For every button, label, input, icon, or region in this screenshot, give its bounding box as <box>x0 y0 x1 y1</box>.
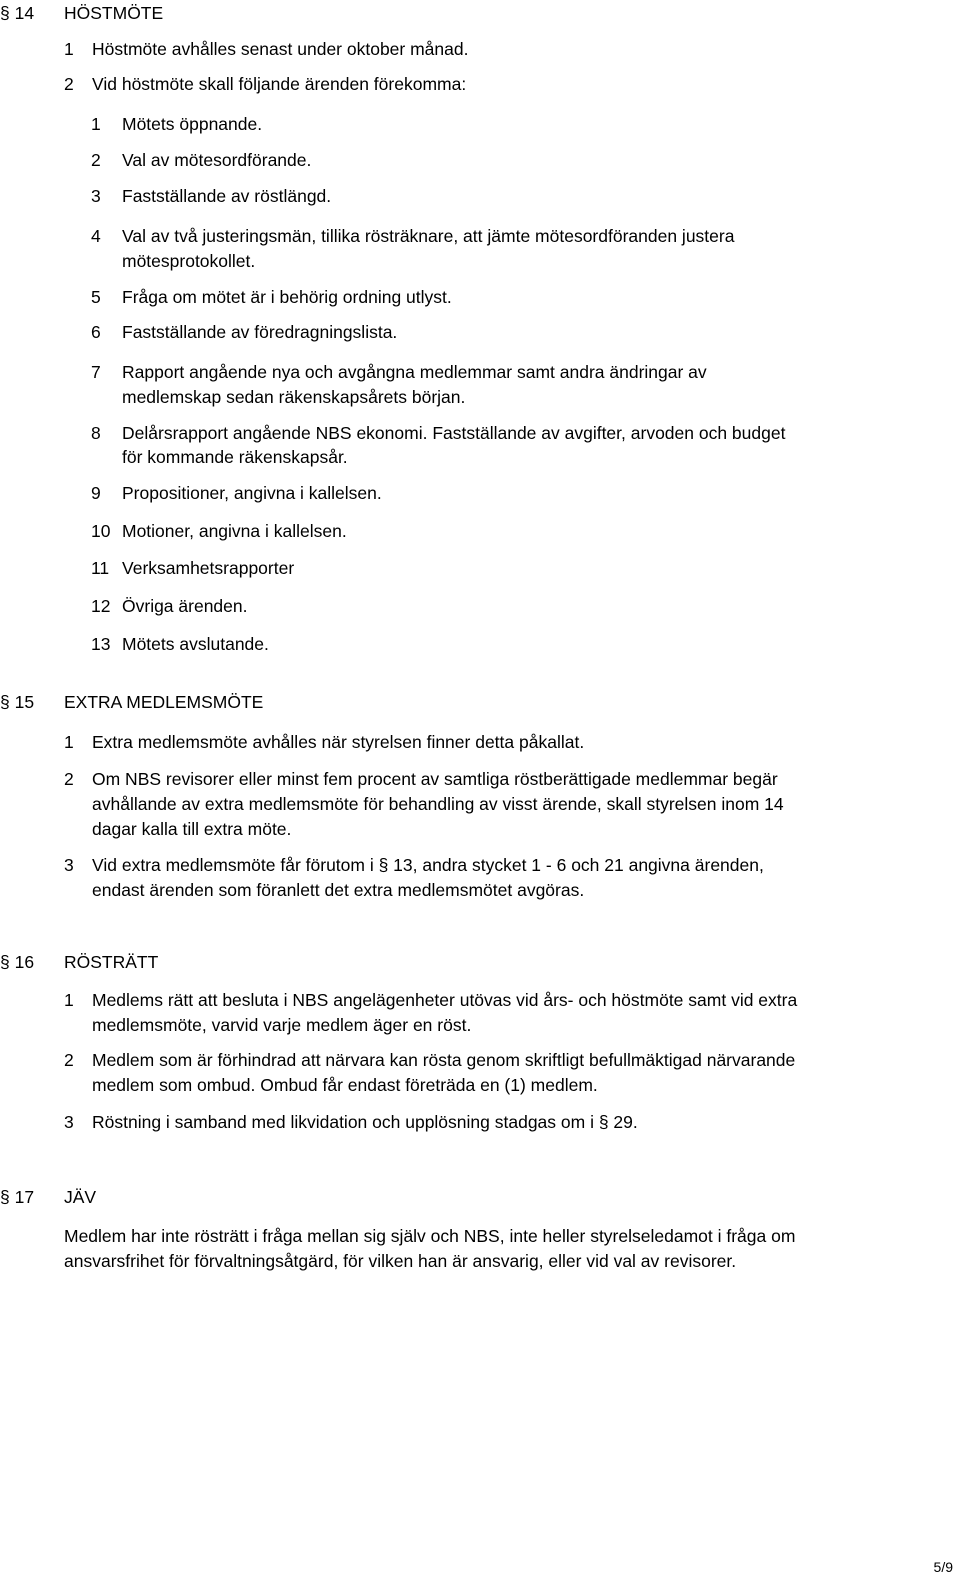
agenda-item: 4 Val av två justeringsmän, tillika rösträknare, att jämte mötesordföranden justera <box>91 226 735 246</box>
agenda-item: 5 Fråga om mötet är i behörig ordning utlyst. <box>91 287 452 307</box>
list-item: 1 Extra medlemsmöte avhålles när styrelsen finner detta påkallat. <box>64 732 585 752</box>
section-number: § 17 <box>0 1187 35 1207</box>
section-number: § 15 <box>0 692 35 712</box>
agenda-item: 1 Mötets öppnande. <box>91 114 263 134</box>
agenda-item: 2 Val av mötesordförande. <box>91 150 312 170</box>
section-title: EXTRA MEDLEMSMÖTE <box>64 692 264 712</box>
agenda-item: 3 Fastställande av röstlängd. <box>91 186 332 206</box>
agenda-item: 7 Rapport angående nya och avgångna medlemmar samt andra ändringar av <box>91 362 707 382</box>
agenda-item: 6 Fastställande av föredragningslista. <box>91 322 398 342</box>
agenda-item: 11 Verksamhetsrapporter <box>91 558 295 578</box>
section-number: § 16 <box>0 952 35 972</box>
agenda-item: 8 Delårsrapport angående NBS ekonomi. Fastställande av avgifter, arvoden och budget <box>91 423 786 443</box>
section-title: JÄV <box>64 1187 97 1207</box>
list-item: 3 Röstning i samband med likvidation och upplösning stadgas om i § 29. <box>64 1112 638 1132</box>
agenda-item: 9 Propositioner, angivna i kallelsen. <box>91 483 382 503</box>
list-item: 1 Höstmöte avhålles senast under oktober månad. <box>64 39 469 59</box>
agenda-item: 12 Övriga ärenden. <box>91 596 248 616</box>
section-number: § 14 <box>0 3 35 23</box>
agenda-item-continuation: mötesprotokollet. <box>122 251 256 271</box>
section-title: HÖSTMÖTE <box>64 3 164 23</box>
page-number: 5/9 <box>933 1559 953 1575</box>
list-item: 2 Vid höstmöte skall följande ärenden förekomma: <box>64 74 467 94</box>
agenda-item-continuation: medlemskap sedan räkenskapsårets början. <box>122 387 466 407</box>
agenda-item-continuation: för kommande räkenskapsår. <box>122 447 348 467</box>
agenda-item: 13 Mötets avslutande. <box>91 634 269 654</box>
agenda-item: 10 Motioner, angivna i kallelsen. <box>91 521 347 541</box>
section-title: RÖSTRÄTT <box>64 952 159 972</box>
